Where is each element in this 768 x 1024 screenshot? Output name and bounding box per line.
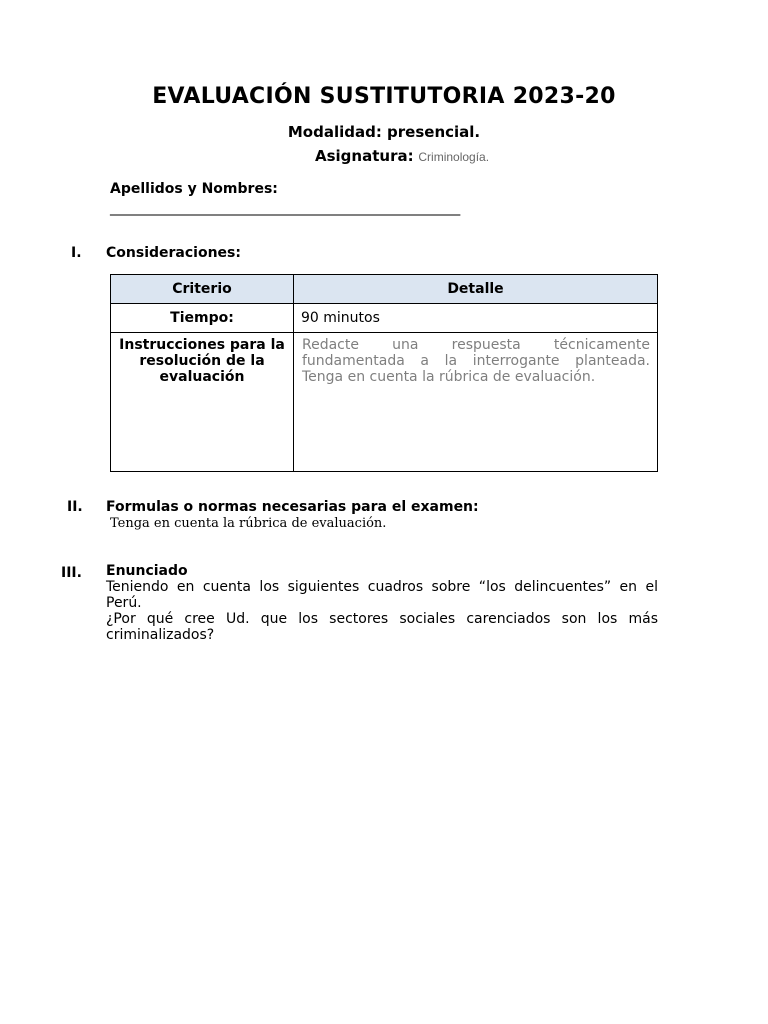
asignatura-value: Criminología.: [418, 150, 490, 164]
document-title: EVALUACIÓN SUSTITUTORIA 2023-20: [152, 84, 616, 109]
table-cell-detalle: 90 minutos: [294, 304, 658, 333]
asignatura-line: [315, 147, 489, 165]
section-1-number: I.: [71, 245, 82, 261]
table-header-row: [111, 275, 658, 304]
section-3-paragraph-2: ¿Por qué cree Ud. que los sectores sociales carenciados son los más criminalizados?: [106, 611, 658, 643]
section-2-number: II.: [67, 499, 83, 515]
table-row: [111, 304, 658, 333]
section-3-title: Enunciado: [106, 563, 188, 579]
section-3-number: III.: [61, 565, 82, 581]
section-1-title: Consideraciones:: [106, 245, 241, 261]
section-2-text: Tenga en cuenta la rúbrica de evaluación.: [110, 516, 387, 531]
asignatura-label: Asignatura:: [315, 147, 414, 165]
section-2-title: Formulas o normas necesarias para el examen:: [106, 499, 479, 515]
modalidad-text: Modalidad: presencial.: [287, 123, 481, 141]
table-cell-criterio: Instrucciones para la resolución de la evaluación: [111, 333, 294, 472]
table-header-detalle: Detalle: [294, 275, 658, 304]
table-header-criterio: Criterio: [111, 275, 294, 304]
table-row: [111, 333, 658, 472]
section-3-block: [106, 563, 658, 643]
student-name-label: Apellidos y Nombres:: [110, 181, 278, 197]
table-cell-detalle: Redacte una respuesta técnicamente fundamentada a la interrogante planteada. Tenga en cuenta la rúbrica de evaluación.: [294, 333, 658, 472]
section-3-paragraph-1: Teniendo en cuenta los siguientes cuadros sobre “los delincuentes” en el Perú.: [106, 579, 658, 611]
student-name-line: _____________________________________________________: [110, 200, 460, 216]
table-cell-criterio: Tiempo:: [111, 304, 294, 333]
criteria-table: [110, 274, 658, 472]
